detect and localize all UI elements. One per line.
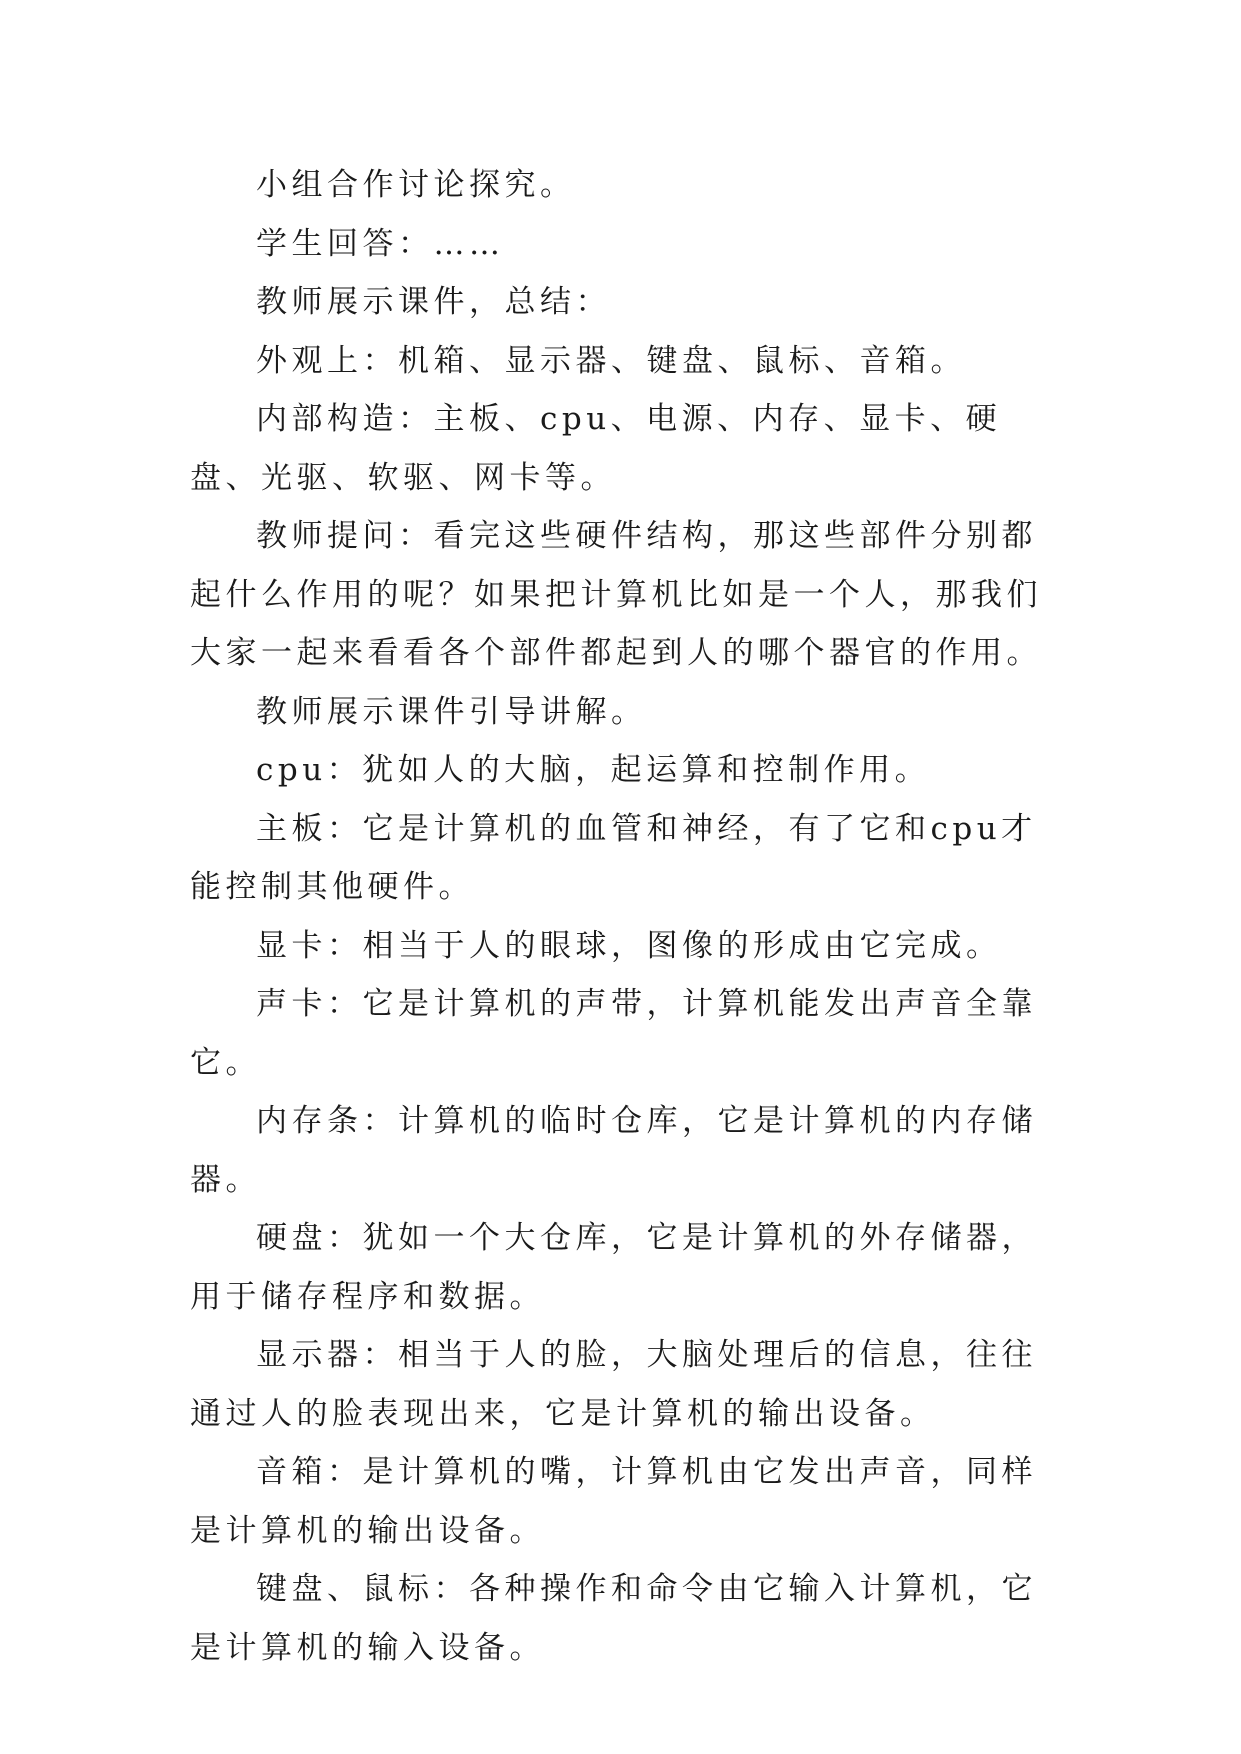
paragraph-graphics-card: 显卡：相当于人的眼球，图像的形成由它完成。 <box>256 927 1002 964</box>
paragraph-group-discussion: 小组合作讨论探究。 <box>256 167 576 203</box>
paragraph-memory: 内存条：计算机的临时仓库，它是计算机的内存储器。 <box>190 1103 1037 1198</box>
document-body <box>190 156 1070 1677</box>
paragraph-keyboard-mouse: 键盘、鼠标：各种操作和命令由它输入计算机，它是计算机的输入设备。 <box>190 1571 1037 1666</box>
paragraph-motherboard: 主板：它是计算机的血管和神经，有了它和cpu才能控制其他硬件。 <box>190 810 1037 905</box>
paragraph-exterior-parts: 外观上：机箱、显示器、键盘、鼠标、音箱。 <box>256 342 966 379</box>
paragraph-speakers: 音箱：是计算机的嘴，计算机由它发出声音，同样是计算机的输出设备。 <box>190 1454 1037 1549</box>
paragraph-student-answer: 学生回答：…… <box>256 225 505 262</box>
paragraph-teacher-question: 教师提问：看完这些硬件结构，那这些部件分别都起什么作用的呢？如果把计算机比如是一个人，那我们大家一起来看看各个部件都起到人的哪个器官的作用。 <box>190 518 1042 671</box>
paragraph-hard-disk: 硬盘：犹如一个大仓库，它是计算机的外存储器，用于储存程序和数据。 <box>190 1220 1037 1315</box>
paragraph-sound-card: 声卡：它是计算机的声带，计算机能发出声音全靠它。 <box>190 986 1037 1081</box>
paragraph-monitor: 显示器：相当于人的脸，大脑处理后的信息，往往通过人的脸表现出来，它是计算机的输出设备。 <box>190 1337 1037 1432</box>
paragraph-cpu: cpu：犹如人的大脑，起运算和控制作用。 <box>256 752 931 788</box>
paragraph-teacher-summary: 教师展示课件，总结： <box>256 284 611 320</box>
paragraph-internal-parts: 内部构造：主板、cpu、电源、内存、显卡、硬盘、光驱、软驱、网卡等。 <box>190 401 1002 496</box>
paragraph-teacher-explanation: 教师展示课件引导讲解。 <box>256 693 647 730</box>
